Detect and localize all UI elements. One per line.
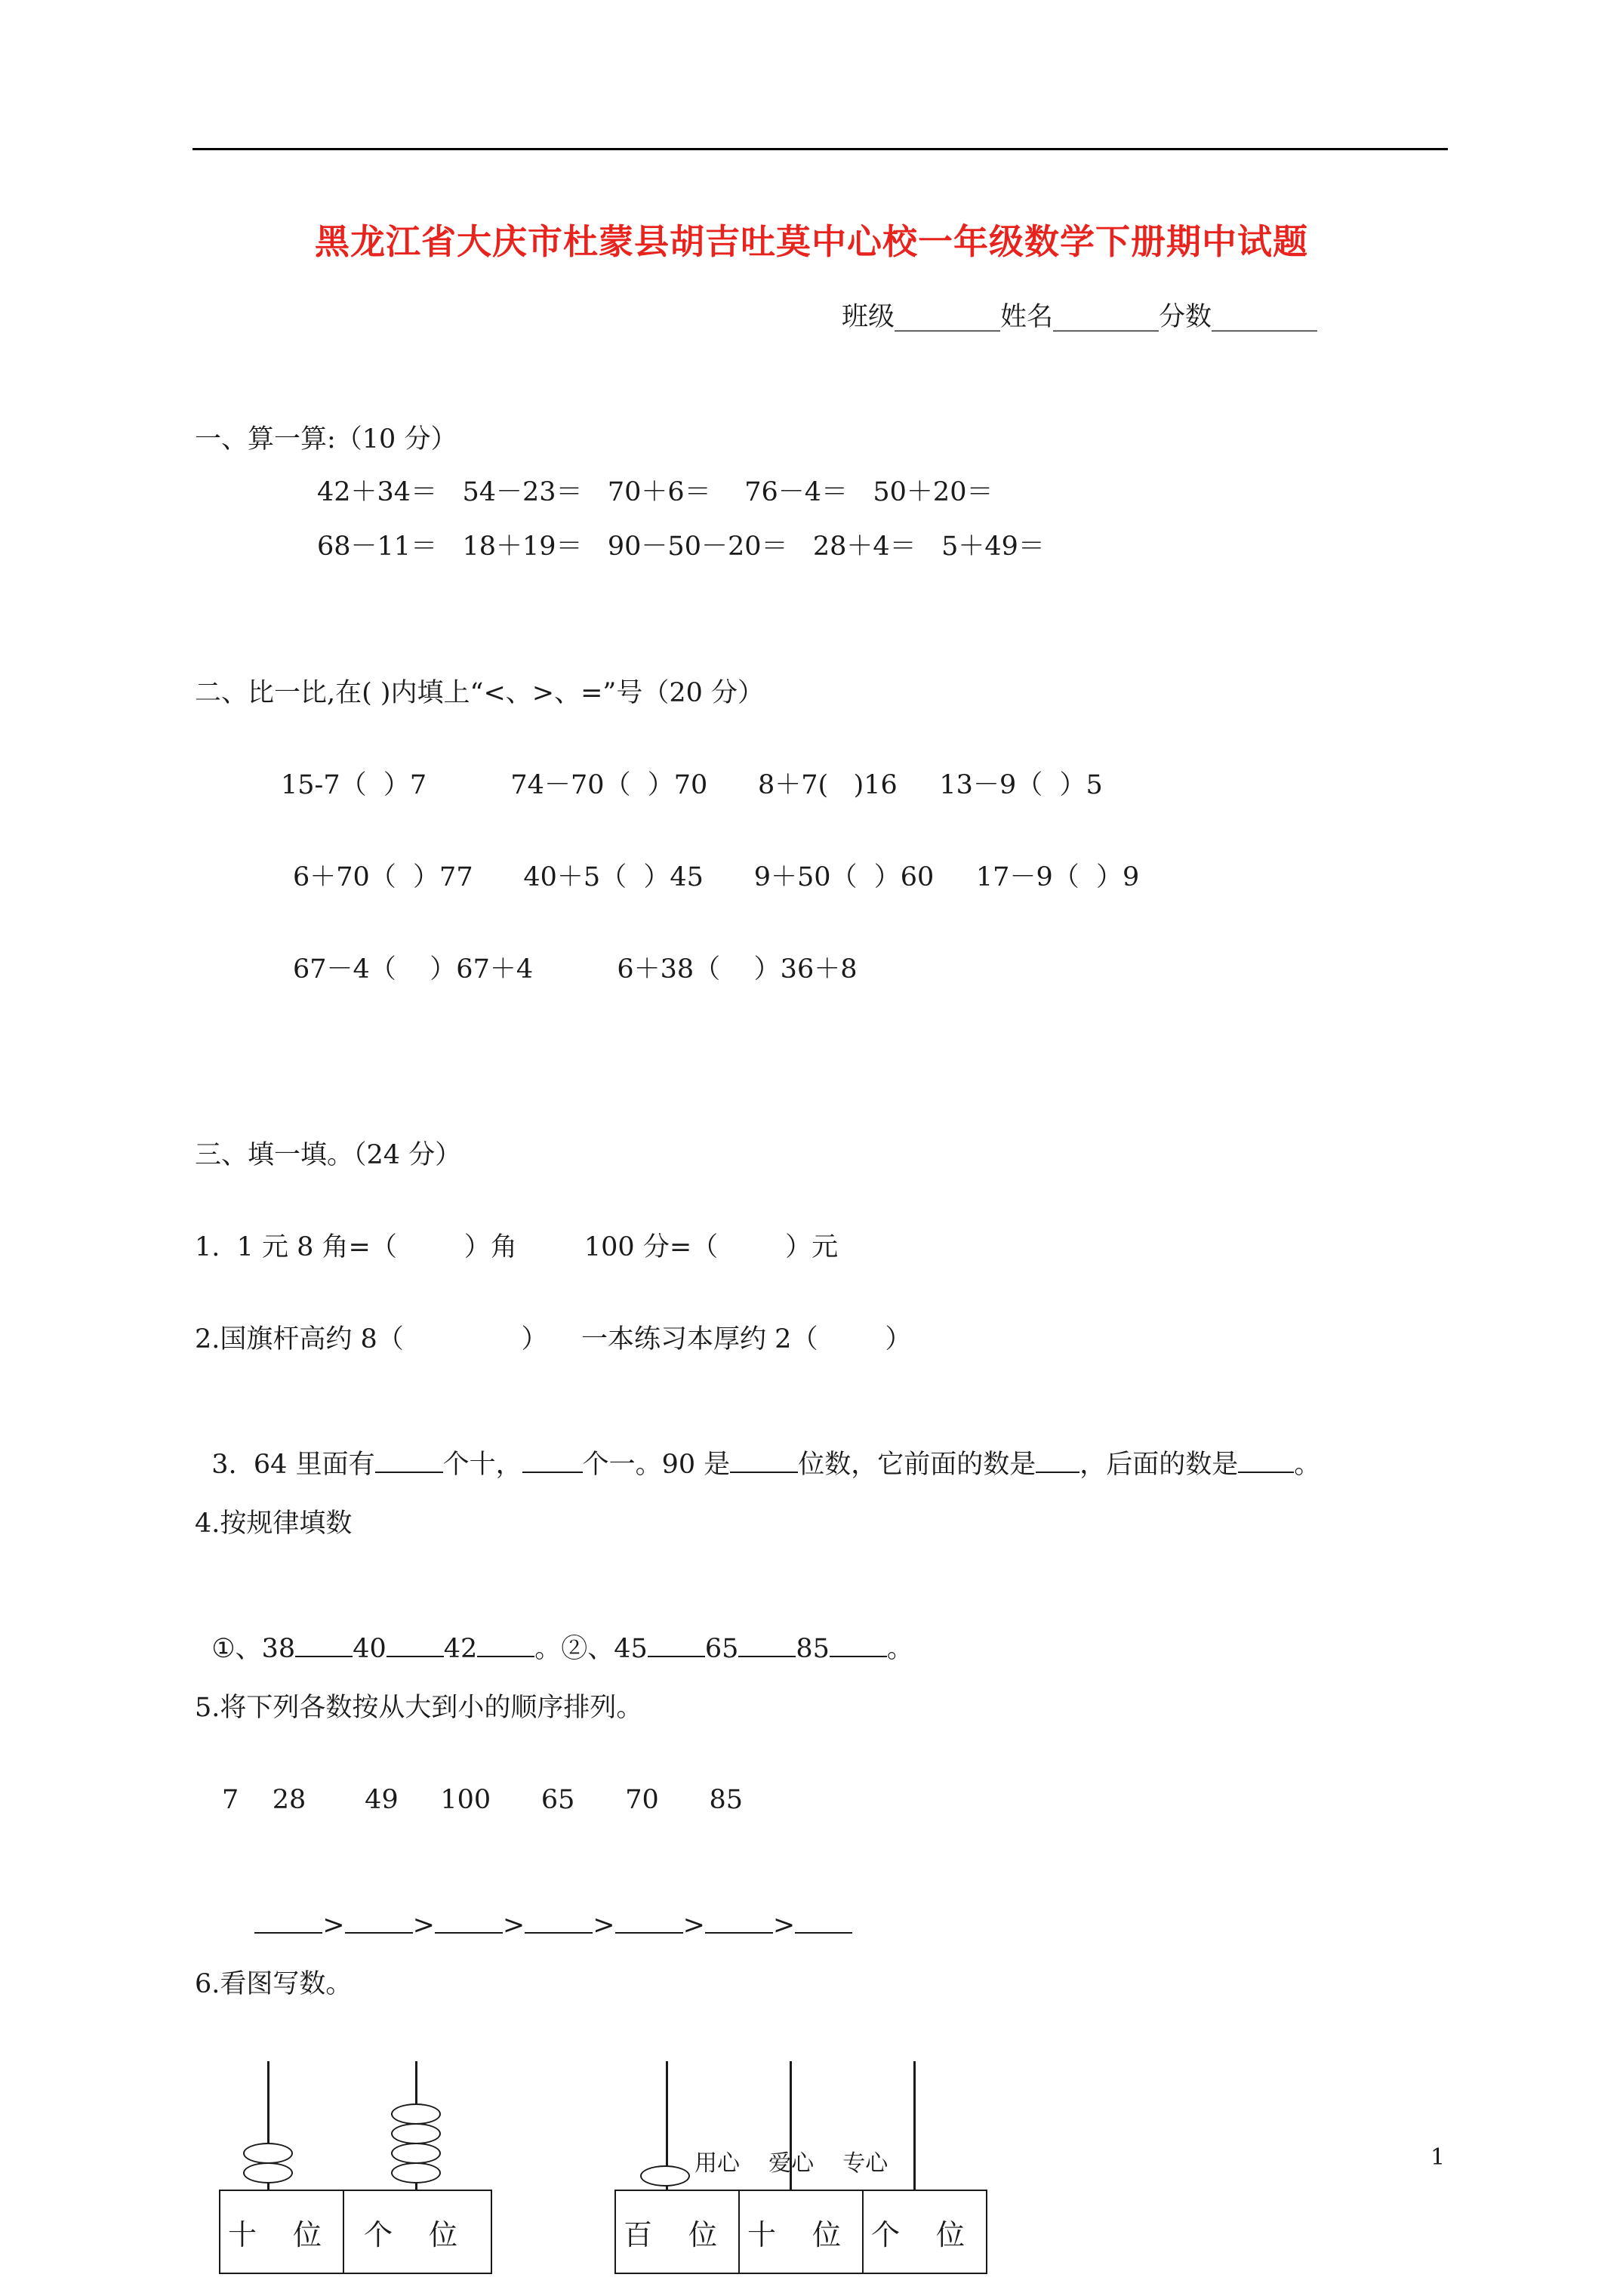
- section2-row3: 67－4（ ）67＋4 6＋38（ ）36＋8: [293, 954, 858, 985]
- order-blank-7[interactable]: [795, 1909, 852, 1934]
- q3-text-1: 3. 64 里面有: [211, 1450, 375, 1480]
- bead-icon: [640, 2165, 690, 2187]
- abacus-place-box-2: [614, 2190, 987, 2274]
- place-label-ones: 个 位: [363, 2217, 472, 2251]
- q3-blank-digits[interactable]: [730, 1449, 798, 1473]
- place-label-ones: 个 位: [870, 2217, 979, 2251]
- q3-blank-after[interactable]: [1238, 1449, 1294, 1473]
- question-4-label: 4.按规律填数: [195, 1509, 353, 1539]
- bead-icon: [243, 2143, 293, 2164]
- seq-blank-1[interactable]: [295, 1633, 353, 1657]
- bead-icon: [391, 2103, 441, 2125]
- q3-blank-before[interactable]: [1036, 1449, 1079, 1473]
- header-rule: [192, 148, 1448, 150]
- order-blank-1[interactable]: [254, 1909, 322, 1934]
- q3-text-2: 个十，: [442, 1450, 522, 1480]
- question-1: 1. 1 元 8 角=（ ）角 100 分=（ ）元: [195, 1232, 839, 1262]
- seq-text-c: 42: [443, 1634, 478, 1664]
- seq-text-d: 。②、45: [534, 1634, 648, 1664]
- question-5-numbers: 7 28 49 100 65 70 85: [222, 1785, 744, 1815]
- question-3: [195, 1415, 1320, 1481]
- question-2: 2.国旗杆高约 8（ ） 一本练习本厚约 2（ ）: [195, 1324, 912, 1354]
- section3-heading: 三、填一填。（24 分）: [195, 1140, 462, 1170]
- place-label-hundreds: 百 位: [616, 2191, 740, 2273]
- place-label-tens: 十 位: [740, 2191, 864, 2273]
- q3-blank-ones[interactable]: [522, 1449, 583, 1473]
- section2-heading: 二、比一比,在( )内填上“<、>、=”号（20 分）: [195, 678, 764, 708]
- seq-text-b: 40: [353, 1634, 387, 1664]
- seq-blank-5[interactable]: [738, 1633, 796, 1657]
- section1-heading: 一、算一算:（10 分）: [195, 424, 457, 455]
- question-6-label: 6.看图写数。: [195, 1969, 353, 1999]
- student-info-line: 班级________姓名________分数________: [842, 302, 1318, 332]
- seq-text-a: ①、38: [211, 1634, 296, 1664]
- gt-sign: >: [412, 1910, 435, 1940]
- bead-icon: [391, 2162, 441, 2184]
- page-title: 黑龙江省大庆市杜蒙县胡吉吐莫中心校一年级数学下册期中试题: [315, 221, 1308, 262]
- abacus-place-box-1: [219, 2190, 492, 2274]
- bead-icon: [391, 2143, 441, 2164]
- question-4-sequence: [195, 1599, 913, 1666]
- page-number: 1: [1431, 2144, 1446, 2171]
- q3-text-5: ，后面的数是: [1079, 1450, 1239, 1480]
- gt-sign: >: [682, 1910, 705, 1940]
- q3-text-6: 。: [1294, 1450, 1321, 1480]
- seq-text-e: 65: [704, 1634, 739, 1664]
- question-5-label: 5.将下列各数按从大到小的顺序排列。: [195, 1693, 643, 1723]
- bead-icon: [391, 2123, 441, 2144]
- gt-sign: >: [322, 1910, 345, 1940]
- q3-blank-tens[interactable]: [375, 1449, 443, 1473]
- seq-text-f: 85: [796, 1634, 830, 1664]
- section2-row1: 15-7（ ）7 74－70（ ）70 8＋7( )16 13－9（ ）5: [281, 770, 1103, 800]
- order-blank-4[interactable]: [525, 1909, 593, 1934]
- gt-sign: >: [502, 1910, 525, 1940]
- seq-blank-3[interactable]: [477, 1633, 534, 1657]
- gt-sign: >: [593, 1910, 615, 1940]
- order-blank-3[interactable]: [435, 1909, 503, 1934]
- q3-text-3: 个一。90 是: [582, 1450, 731, 1480]
- place-label-tens: 十 位: [220, 2191, 344, 2273]
- question-5-order-blanks: [238, 1875, 852, 1942]
- gt-sign: >: [772, 1910, 796, 1940]
- section1-row2: 68－11＝ 18＋19＝ 90－50－20＝ 28＋4＝ 5＋49＝: [317, 532, 1045, 562]
- order-blank-2[interactable]: [345, 1909, 413, 1934]
- section1-row1: 42＋34＝ 54－23＝ 70＋6＝ 76－4＝ 50＋20＝: [317, 477, 993, 507]
- seq-blank-6[interactable]: [830, 1633, 887, 1657]
- seq-blank-4[interactable]: [648, 1633, 705, 1657]
- order-blank-6[interactable]: [705, 1909, 773, 1934]
- bead-icon: [243, 2162, 293, 2184]
- seq-blank-2[interactable]: [387, 1633, 444, 1657]
- order-blank-5[interactable]: [615, 1909, 683, 1934]
- abacus-rod-ones: [913, 2061, 916, 2191]
- section2-row2: 6＋70（ ）77 40＋5（ ）45 9＋50（ ）60 17－9（ ）9: [293, 862, 1140, 892]
- footer-motto: 用心 爱心 专心: [694, 2150, 888, 2177]
- seq-text-g: 。: [886, 1634, 913, 1664]
- q3-text-4: 位数，它前面的数是: [798, 1450, 1036, 1480]
